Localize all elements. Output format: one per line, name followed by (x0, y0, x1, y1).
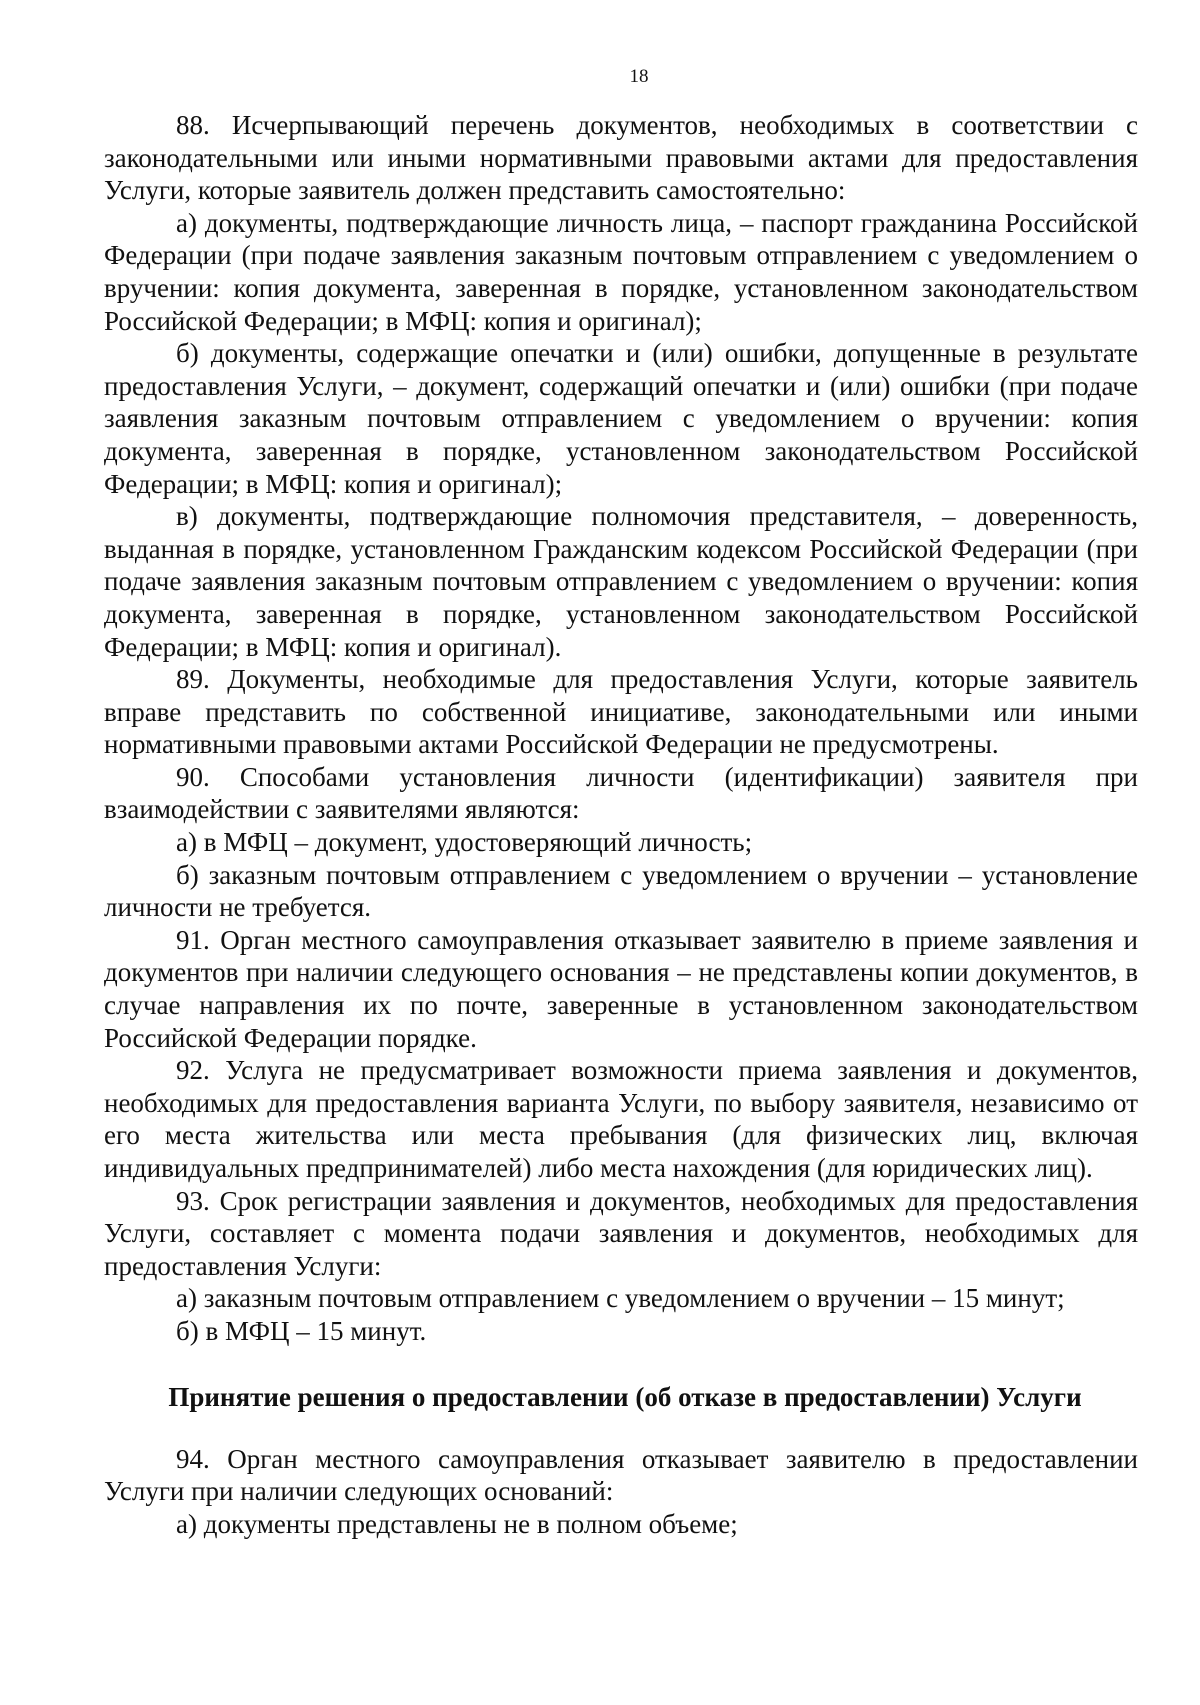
paragraph-94-a: а) документы представлены не в полном объеме; (176, 1508, 738, 1539)
paragraph-92: 92. Услуга не предусматривает возможности приема заявления и документов, необходимых для предоставления варианта Услуги, по выбору заявителя, независимо от его места жительства или места пребывания (для физических лиц, включая индивидуальных предпринимателей) либо места нахождения (для юридических лиц). (104, 1055, 1138, 1183)
paragraph-88-b: б) документы, содержащие опечатки и (или) ошибки, допущенные в результате предоставления Услуги, – документ, содержащий опечатки и (или) ошибки (при подаче заявления заказным почтовым отправлением с уведомлением о вручении: копия документа, заверенная в порядке, установленном законодательством Российской Федерации; в МФЦ: копия и оригинал); (104, 338, 1138, 499)
page-number: 18 (629, 66, 649, 87)
paragraph-93-a: а) заказным почтовым отправлением с уведомлением о вручении – 15 минут; (176, 1283, 1065, 1314)
paragraph-88-c: в) документы, подтверждающие полномочия представителя, – доверенность, выданная в порядке, установленном Гражданским кодексом Российской Федерации (при подаче заявления заказным почтовым отправлением с уведомлением о вручении: копия документа, заверенная в порядке, установленном законодательством Российской Федерации; в МФЦ: копия и оригинал). (104, 501, 1138, 662)
paragraph-93-b: б) в МФЦ – 15 минут. (176, 1315, 427, 1346)
body-text-before-heading (104, 109, 1138, 1348)
paragraph-88: 88. Исчерпывающий перечень документов, необходимых в соответствии с законодательными или иными нормативными правовыми актами для предоставления Услуги, которые заявитель должен представить самостоятельно: (104, 110, 1138, 206)
paragraph-91: 91. Орган местного самоуправления отказывает заявителю в приеме заявления и документов при наличии следующего основания – не представлены копии документов, в случае направления их по почте, заверенные в установленном законодательством Российской Федерации порядке. (104, 924, 1138, 1053)
paragraph-93: 93. Срок регистрации заявления и документов, необходимых для предоставления Услуги, составляет с момента подачи заявления и документов, необходимых для предоставления Услуги: (104, 1185, 1138, 1281)
body-text-after-heading (104, 1443, 1138, 1541)
paragraph-88-a: а) документы, подтверждающие личность лица, – паспорт гражданина Российской Федерации (при подаче заявления заказным почтовым отправлением с уведомлением о вручении: копия документа, заверенная в порядке, установленном законодательством Российской Федерации; в МФЦ: копия и оригинал); (104, 207, 1138, 336)
section-heading: Принятие решения о предоставлении (об отказе в предоставлении) Услуги (168, 1381, 1082, 1412)
paragraph-90-b: б) заказным почтовым отправлением с уведомлением о вручении – установление личности не требуется. (104, 859, 1138, 923)
paragraph-89: 89. Документы, необходимые для предоставления Услуги, которые заявитель вправе представить по собственной инициативе, законодательными или иными нормативными правовыми актами Российской Федерации не предусмотрены. (104, 664, 1138, 760)
paragraph-90-a: а) в МФЦ – документ, удостоверяющий личность; (176, 827, 753, 858)
paragraph-90: 90. Способами установления личности (идентификации) заявителя при взаимодействии с заявителями являются: (104, 761, 1138, 825)
paragraph-94: 94. Орган местного самоуправления отказывает заявителю в предоставлении Услуги при наличии следующих оснований: (104, 1443, 1138, 1507)
